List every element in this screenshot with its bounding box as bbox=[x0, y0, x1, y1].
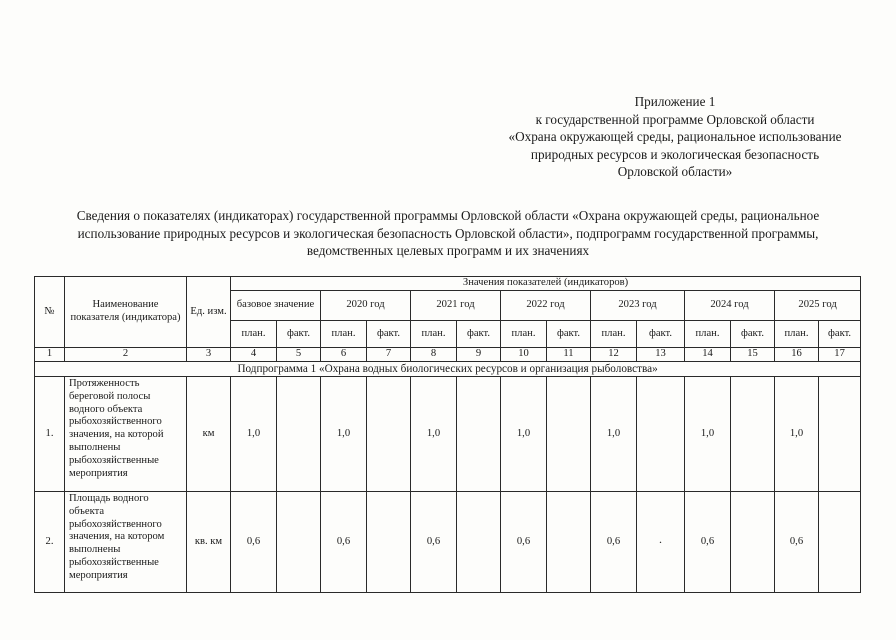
header-number: № bbox=[35, 277, 65, 348]
header-period-2022: 2022 год bbox=[501, 291, 591, 321]
annex-line-2: к государственной программе Орловской области bbox=[535, 111, 815, 127]
column-number-cell: 15 bbox=[731, 348, 775, 362]
table-row bbox=[35, 492, 861, 593]
plan-value: 0,6 bbox=[775, 492, 819, 593]
header-fact: факт. bbox=[277, 321, 321, 348]
fact-value bbox=[547, 377, 591, 492]
column-number-cell: 1 bbox=[35, 348, 65, 362]
column-number-cell: 7 bbox=[367, 348, 411, 362]
plan-value: 1,0 bbox=[685, 377, 731, 492]
header-period-2023: 2023 год bbox=[591, 291, 685, 321]
heading-line-3: ведомственных целевых программ и их значениях bbox=[306, 243, 590, 258]
column-number-cell: 4 bbox=[231, 348, 277, 362]
annex-line-4: природных ресурсов и экологическая безопасность bbox=[530, 146, 820, 162]
header-fact: факт. bbox=[637, 321, 685, 348]
column-number-cell: 5 bbox=[277, 348, 321, 362]
column-number-cell: 10 bbox=[501, 348, 547, 362]
plan-value: 0,6 bbox=[231, 492, 277, 593]
plan-value: 0,6 bbox=[501, 492, 547, 593]
column-number-cell: 11 bbox=[547, 348, 591, 362]
column-number-cell: 6 bbox=[321, 348, 367, 362]
header-period-base: базовое значение bbox=[231, 291, 321, 321]
annex-block bbox=[480, 93, 870, 181]
fact-value bbox=[731, 492, 775, 593]
header-period-2021: 2021 год bbox=[411, 291, 501, 321]
plan-value: 0,6 bbox=[321, 492, 367, 593]
plan-value: 1,0 bbox=[321, 377, 367, 492]
fact-value-mark: · bbox=[637, 492, 685, 593]
fact-value bbox=[731, 377, 775, 492]
column-number-cell: 2 bbox=[65, 348, 187, 362]
plan-value: 1,0 bbox=[411, 377, 457, 492]
annex-line-5: Орловской области» bbox=[617, 164, 733, 179]
indicators-table bbox=[34, 276, 861, 593]
row-unit: км bbox=[187, 377, 231, 492]
fact-value bbox=[819, 492, 861, 593]
plan-value: 1,0 bbox=[501, 377, 547, 492]
column-number-cell: 3 bbox=[187, 348, 231, 362]
fact-value bbox=[277, 492, 321, 593]
header-plan: план. bbox=[591, 321, 637, 348]
fact-value bbox=[457, 492, 501, 593]
subprogram-title: Подпрограмма 1 «Охрана водных биологических ресурсов и организация рыболовства» bbox=[35, 362, 861, 377]
header-values: Значения показателей (индикаторов) bbox=[231, 277, 861, 291]
fact-value bbox=[277, 377, 321, 492]
fact-value bbox=[819, 377, 861, 492]
column-number-cell: 12 bbox=[591, 348, 637, 362]
row-number: 1. bbox=[35, 377, 65, 492]
fact-value bbox=[367, 377, 411, 492]
annex-line-1: Приложение 1 bbox=[634, 94, 716, 109]
plan-value: 0,6 bbox=[685, 492, 731, 593]
column-number-cell: 17 bbox=[819, 348, 861, 362]
plan-value: 1,0 bbox=[775, 377, 819, 492]
column-number-cell: 9 bbox=[457, 348, 501, 362]
plan-value: 1,0 bbox=[231, 377, 277, 492]
column-number-cell: 14 bbox=[685, 348, 731, 362]
header-period-2025: 2025 год bbox=[775, 291, 861, 321]
fact-value bbox=[637, 377, 685, 492]
column-number-cell: 8 bbox=[411, 348, 457, 362]
row-unit: кв. км bbox=[187, 492, 231, 593]
header-plan: план. bbox=[411, 321, 457, 348]
fact-value bbox=[457, 377, 501, 492]
row-indicator-name: Протяженность береговой полосы водного объекта рыбохозяйственного значения, на которой выполнены рыбохозяйственные мероприятия bbox=[65, 377, 187, 492]
header-fact: факт. bbox=[457, 321, 501, 348]
header-plan: план. bbox=[685, 321, 731, 348]
plan-value: 0,6 bbox=[411, 492, 457, 593]
column-number-cell: 16 bbox=[775, 348, 819, 362]
heading-line-1: Сведения о показателях (индикаторах) государственной программы Орловской области «Охрана окружающей среды, рациональное bbox=[76, 208, 820, 223]
document-heading bbox=[40, 207, 856, 260]
header-fact: факт. bbox=[367, 321, 411, 348]
header-plan: план. bbox=[501, 321, 547, 348]
header-fact: факт. bbox=[819, 321, 861, 348]
header-period-2024: 2024 год bbox=[685, 291, 775, 321]
header-unit: Ед. изм. bbox=[187, 277, 231, 348]
fact-value bbox=[547, 492, 591, 593]
row-indicator-name: Площадь водного объекта рыбохозяйственного значения, на котором выполнены рыбохозяйственные мероприятия bbox=[65, 492, 187, 593]
header-fact: факт. bbox=[731, 321, 775, 348]
header-plan: план. bbox=[321, 321, 367, 348]
header-plan: план. bbox=[775, 321, 819, 348]
header-indicator-name: Наименование показателя (индикатора) bbox=[65, 277, 187, 348]
table-row bbox=[35, 377, 861, 492]
heading-line-2: использование природных ресурсов и экологическая безопасность Орловской области», подпрограмм государственной программы, bbox=[77, 225, 819, 241]
column-number-cell: 13 bbox=[637, 348, 685, 362]
fact-value bbox=[367, 492, 411, 593]
header-period-2020: 2020 год bbox=[321, 291, 411, 321]
plan-value: 0,6 bbox=[591, 492, 637, 593]
plan-value: 1,0 bbox=[591, 377, 637, 492]
row-number: 2. bbox=[35, 492, 65, 593]
annex-line-3: «Охрана окружающей среды, рациональное использование bbox=[508, 129, 842, 144]
header-plan: план. bbox=[231, 321, 277, 348]
header-fact: факт. bbox=[547, 321, 591, 348]
